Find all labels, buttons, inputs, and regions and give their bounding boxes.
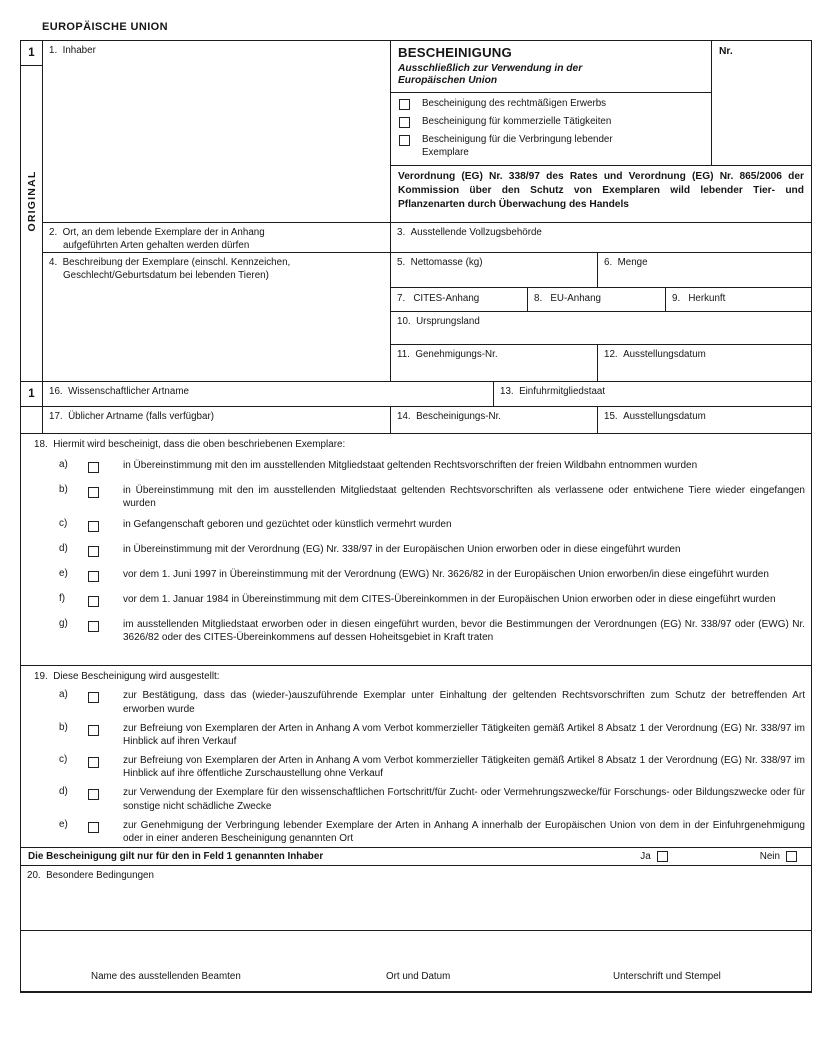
section-18-item-a — [21, 459, 811, 477]
item-letter: c) — [59, 517, 68, 529]
certificate-header — [391, 41, 811, 166]
certificate-title-column — [391, 41, 712, 165]
copy-rail — [21, 41, 43, 381]
section-19b-checkbox[interactable] — [88, 725, 99, 736]
item-text: vor dem 1. Januar 1984 in Übereinstimmung mit dem CITES-Übereinkommen in der Europäischen Union erworben oder in diese eingeführt wurden — [123, 593, 776, 605]
section-18-heading: 18. Hiermit wird bescheinigt, dass die oben beschriebenen Exemplare: — [34, 439, 346, 450]
section-19e-checkbox[interactable] — [88, 822, 99, 833]
field-7-label: 7. CITES-Anhang — [397, 293, 480, 305]
section-19c-checkbox[interactable] — [88, 757, 99, 768]
holder-no-option — [760, 851, 811, 862]
section-19-item-b — [21, 722, 811, 749]
certificate-title-cell — [391, 41, 711, 93]
section-18-item-d — [21, 543, 811, 561]
section-19d-checkbox[interactable] — [88, 789, 99, 800]
field-12-issue-date — [598, 345, 811, 381]
certificate-form — [20, 40, 812, 993]
holder-only-statement: Die Bescheinigung gilt nur für den in Feld 1 genannten Inhaber — [28, 851, 324, 862]
right-fields-column — [391, 41, 811, 381]
copy-number: 1 — [28, 47, 35, 59]
section-18a-checkbox[interactable] — [88, 462, 99, 473]
field-2-label: 2. Ort, an dem lebende Exemplare der in Anhang aufgeführten Arten gehalten werden dürfen — [49, 227, 265, 251]
item-text: vor dem 1. Juni 1997 in Übereinstimmung mit der Verordnung (EWG) Nr. 3626/82 in der Europäischen Union erworben/in diese eingeführt wurden — [123, 568, 769, 580]
section-19-item-d — [21, 786, 811, 813]
page-title: EUROPÄISCHE UNION — [42, 21, 168, 33]
section-18c-checkbox[interactable] — [88, 521, 99, 532]
checkbox-wrap — [88, 618, 123, 636]
row-annex-origin — [391, 288, 811, 312]
item-letter: a) — [59, 689, 68, 701]
section-19-purpose — [21, 666, 811, 848]
item-text: zur Genehmigung der Verbringung lebender Exemplare der Arten in Anhang A innerhalb der Europäischen Union von dem in der Einfuhrgenehmigung oder in einer anderen Bescheinigung genannten Ort — [123, 819, 805, 845]
field-5-net-mass — [391, 253, 598, 287]
field-15-label: 15. Ausstellungsdatum — [604, 411, 706, 422]
field-3-authority — [391, 223, 811, 253]
field-3-label: 3. Ausstellende Vollzugsbehörde — [397, 227, 542, 239]
item-letter: d) — [59, 542, 68, 554]
item-text: zur Verwendung der Exemplare für den wissenschaftlichen Fortschritt/für Zucht- oder Vermehrungszwecke/für Forschungs- oder Bildungszwecke oder für sonstige nicht schädliche Zwecke — [123, 787, 805, 812]
certificate-type-options — [391, 93, 711, 165]
type-label-legal-acquisition: Bescheinigung des rechtmäßigen Erwerbs — [422, 98, 607, 109]
checkbox-wrap — [88, 819, 123, 837]
field-4-description — [43, 253, 390, 381]
band-fields-1-12 — [21, 41, 811, 382]
rail-slice-empty — [21, 407, 43, 433]
checkbox-wrap — [88, 568, 123, 586]
item-text: zur Befreiung von Exemplaren der Arten in Anhang A vom Verbot kommerzieller Tätigkeiten gemäß Artikel 8 Absatz 1 der Verordnung (EG) Nr. 338/97 im Hinblick auf ihre öffentliche Zurschaustellung ohne Verkauf — [123, 755, 805, 780]
row-permit-date — [391, 345, 811, 381]
field-10-country-of-origin — [391, 312, 811, 345]
field-9-label: 9. Herkunft — [672, 293, 726, 305]
section-19-item-a — [21, 689, 811, 716]
band-fields-16-13 — [21, 382, 811, 407]
copy-number-box — [21, 41, 42, 66]
type-label-movement: Bescheinigung für die Verbringung lebender Exemplare — [422, 134, 613, 159]
field-17-common-name — [43, 407, 391, 433]
yes-checkbox[interactable] — [657, 851, 668, 862]
checkbox-wrap — [88, 722, 123, 740]
left-fields-column — [43, 41, 391, 381]
section-18f-checkbox[interactable] — [88, 596, 99, 607]
section-18-item-b — [21, 484, 811, 511]
no-checkbox[interactable] — [786, 851, 797, 862]
field-11-permit-number — [391, 345, 598, 381]
field-1-holder — [43, 41, 390, 223]
field-9-source — [666, 288, 811, 311]
type-label-commercial: Bescheinigung für kommerzielle Tätigkeiten — [422, 116, 612, 128]
copy-type-cell — [21, 66, 42, 381]
place-and-date-label: Ort und Datum — [386, 971, 451, 982]
field-13-import-member-state — [494, 382, 811, 406]
section-18-item-e — [21, 568, 811, 586]
item-letter: c) — [59, 754, 68, 765]
yes-label: Ja — [640, 851, 651, 862]
type-option-legal-acquisition — [399, 98, 707, 111]
field-1-label: 1. Inhaber — [49, 45, 96, 56]
field-15-issue-date — [598, 407, 811, 433]
checkbox-wrap — [88, 689, 123, 707]
checkbox-wrap — [88, 593, 123, 611]
section-18e-checkbox[interactable] — [88, 571, 99, 582]
field-17-label: 17. Üblicher Artname (falls verfügbar) — [49, 411, 214, 422]
item-letter: a) — [59, 458, 68, 470]
section-20-special-conditions — [21, 866, 811, 931]
signature-and-stamp-label: Unterschrift und Stempel — [613, 971, 721, 982]
item-letter: e) — [59, 567, 68, 579]
item-text: zur Befreiung von Exemplaren der Arten in Anhang A vom Verbot kommerzieller Tätigkeiten gemäß Artikel 8 Absatz 1 der Verordnung (EG) Nr. 338/97 im Hinblick auf ihren Verkauf — [123, 722, 805, 748]
field-8-eu-annex — [528, 288, 666, 311]
item-text: zur Bestätigung, dass das (wieder-)auszuführende Exemplar unter Einhaltung der geltenden Rechtsvorschriften zum Schutz der betreffenden Art erworben wurde — [123, 690, 805, 715]
field-4-label: 4. Beschreibung der Exemplare (einschl. Kennzeichen, Geschlecht/Geburtsdatum bei lebenden Tieren) — [49, 257, 291, 281]
field-12-label: 12. Ausstellungsdatum — [604, 349, 706, 361]
item-text: in Übereinstimmung mit den im ausstellenden Mitgliedstaat geltenden Rechtsvorschriften als verlassene oder entwichene Tiere wieder eingefangen wurden — [123, 484, 805, 510]
item-letter: d) — [59, 786, 68, 798]
section-18d-checkbox[interactable] — [88, 546, 99, 557]
item-letter: b) — [59, 483, 68, 495]
holder-yes-option — [640, 851, 667, 862]
item-letter: f) — [59, 592, 66, 604]
section-18-item-c — [21, 518, 811, 536]
field-6-label: 6. Menge — [604, 257, 648, 269]
regulation-statement: Verordnung (EG) Nr. 338/97 des Rates und Verordnung (EG) Nr. 865/2006 der Kommission über den Schutz von Exemplaren wild lebender Tier- und Pflanzenarten durch Überwachung des Handels — [391, 166, 811, 223]
item-letter: e) — [59, 818, 68, 830]
certificate-title: BESCHEINIGUNG — [398, 45, 512, 60]
checkbox-wrap — [88, 484, 123, 502]
item-text: in Übereinstimmung mit den im ausstellenden Mitgliedstaat geltenden Rechtsvorschriften der freien Wildbahn entnommen wurden — [123, 459, 698, 471]
section-18g-checkbox[interactable] — [88, 621, 99, 632]
section-20-heading: 20. Besondere Bedingungen — [27, 870, 154, 881]
item-letter: b) — [59, 721, 68, 733]
checkbox-wrap — [88, 754, 123, 772]
checkbox-wrap — [88, 786, 123, 804]
checkbox-wrap — [88, 518, 123, 536]
section-18-certification — [21, 434, 811, 666]
section-18-item-g — [21, 618, 811, 645]
certificate-number-cell — [712, 41, 811, 165]
field-11-label: 11. Genehmigungs-Nr. — [397, 349, 498, 361]
row-mass-quantity — [391, 253, 811, 288]
field-13-label: 13. Einfuhrmitgliedstaat — [500, 386, 606, 397]
certificate-number-label: Nr. — [719, 46, 733, 57]
section-19-heading: 19. Diese Bescheinigung wird ausgestellt: — [34, 671, 220, 682]
section-18-item-f — [21, 593, 811, 611]
item-letter: g) — [59, 617, 68, 629]
holder-only-row — [21, 848, 811, 866]
item-text: in Gefangenschaft geboren und gezüchtet oder künstlich vermehrt wurden — [123, 518, 452, 530]
type-option-movement — [399, 134, 707, 159]
field-16-scientific-name — [43, 382, 494, 406]
field-7-cites-annex — [391, 288, 528, 311]
field-14-certificate-number — [391, 407, 598, 433]
copy-number-2: 1 — [28, 388, 35, 400]
type-checkbox-movement[interactable] — [399, 135, 410, 146]
field-2-place — [43, 223, 390, 253]
type-checkbox-legal-acquisition[interactable] — [399, 99, 410, 110]
field-10-label: 10. Ursprungsland — [397, 316, 480, 328]
issuing-official-name-label: Name des ausstellenden Beamten — [91, 971, 241, 982]
field-5-label: 5. Nettomasse (kg) — [397, 257, 483, 269]
no-label: Nein — [759, 851, 780, 862]
checkbox-wrap — [88, 543, 123, 561]
item-text: in Übereinstimmung mit der Verordnung (EG) Nr. 338/97 in der Europäischen Union erworben oder in diese eingeführt wurden — [123, 543, 681, 555]
section-18b-checkbox[interactable] — [88, 487, 99, 498]
field-6-quantity — [598, 253, 811, 287]
type-option-commercial — [399, 116, 707, 129]
band-fields-17-14-15 — [21, 407, 811, 434]
copy-number-box-2 — [21, 382, 43, 406]
checkbox-wrap — [88, 459, 123, 477]
section-19a-checkbox[interactable] — [88, 692, 99, 703]
field-14-label: 14. Bescheinigungs-Nr. — [397, 411, 502, 422]
signature-row — [21, 931, 811, 991]
copy-type-label: ORIGINAL — [25, 170, 38, 232]
field-8-label: 8. EU-Anhang — [534, 293, 601, 305]
certificate-subtitle: Ausschließlich zur Verwendung in der Europäischen Union — [398, 63, 583, 87]
type-checkbox-commercial[interactable] — [399, 117, 410, 128]
item-text: im ausstellenden Mitgliedstaat erworben oder in diesen eingeführt wurden, bevor die Bestimmungen der Verordnungen (EG) Nr. 338/97 oder (EWG) Nr. 3626/82 oder des CITES-Übereinkommens auf dessen Hoheitsgebiet in Kraft traten — [123, 618, 805, 644]
section-19-item-c — [21, 754, 811, 781]
field-16-label: 16. Wissenschaftlicher Artname — [49, 386, 189, 397]
section-19-item-e — [21, 819, 811, 846]
